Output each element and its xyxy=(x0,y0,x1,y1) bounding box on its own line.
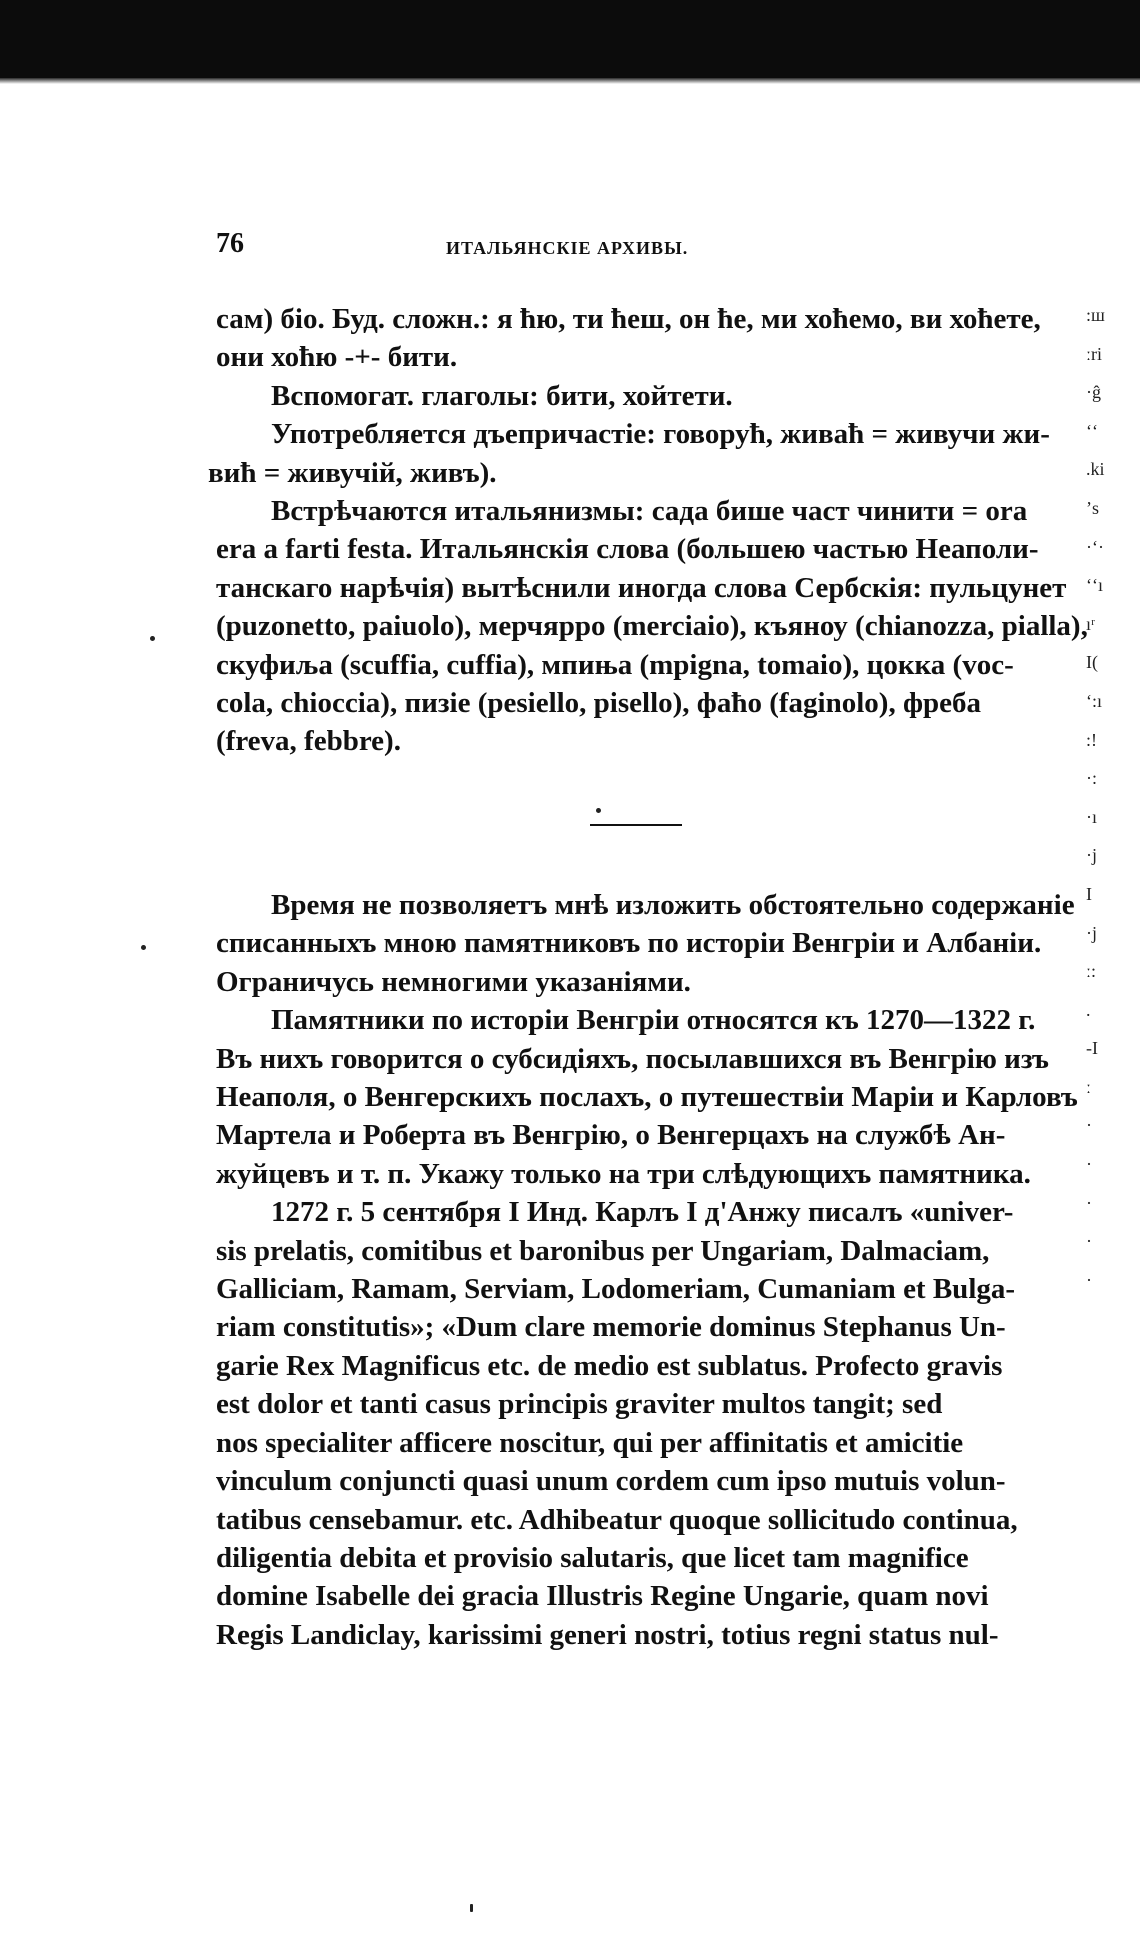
scan-black-bar xyxy=(0,0,1140,78)
bleed-mark: I xyxy=(1086,883,1092,904)
text-line: Употребляется дъепричастіе: говорућ, живаћ = живучи жи- xyxy=(271,418,1050,451)
running-title: ИТАЛЬЯНСКІЕ АРХИВЫ. xyxy=(446,238,689,258)
bleed-mark: :ш xyxy=(1086,305,1105,325)
bleed-mark: . xyxy=(1086,999,1091,1020)
text-line: сам) біо. Буд. сложн.: я ћю, ти ћеш, он ће, ми хоћемо, ви хоћете, xyxy=(216,303,1041,335)
text-line: Памятники по исторіи Венгріи относятся къ 1270—1322 г. xyxy=(271,1004,1036,1037)
section-dialect-grammar xyxy=(208,300,1088,761)
text-line: (freva, febbre). xyxy=(216,725,401,758)
text-line: виħ = живучій, живъ). xyxy=(208,456,497,489)
text-line: garie Rex Magnificus etc. de medio est sublatus. Profecto gravis xyxy=(216,1349,1003,1382)
bleed-mark: · xyxy=(1086,1231,1092,1252)
bleed-mark: I( xyxy=(1086,652,1098,673)
bleed-mark: ʻʻ xyxy=(1086,420,1098,441)
text-line: 1272 г. 5 сентября I Инд. Карлъ I д'Анжу писалъ «univer- xyxy=(271,1196,1014,1229)
bleed-mark: ʻ:ı xyxy=(1086,690,1102,711)
text-line: (puzonetto, paiuolo), мерчярро (merciaio), къяноу (chianozza, pialla), xyxy=(216,610,1088,643)
bleed-mark: ʻʻı xyxy=(1086,575,1103,596)
bleed-mark: ·: xyxy=(1086,768,1097,789)
bleed-mark: · xyxy=(1086,1192,1092,1213)
text-line: est dolor et tanti casus principis graviter multos tangit; sed xyxy=(216,1388,943,1421)
bleed-mark: ː xyxy=(1086,1076,1092,1097)
bleed-mark: .ki xyxy=(1086,459,1105,480)
text-line: они хоћю -+- бити. xyxy=(216,341,458,374)
bleed-mark: ːri xyxy=(1086,343,1102,364)
text-line: era a farti festa. Итальянскія слова (большею частью Неаполи- xyxy=(216,533,1039,566)
text-line: cola, chioccia), пизіе (pesiello, pisello), фаħо (faginolo), фреба xyxy=(216,687,982,720)
bleed-mark: ː: xyxy=(1086,961,1097,982)
bleed-mark: · xyxy=(1086,1269,1092,1290)
text-line: Вспомогат. глаголы: бити, хойтети. xyxy=(271,379,733,412)
bleed-mark: ʼs xyxy=(1086,497,1099,518)
text-line: Galliciam, Ramam, Serviam, Lodomeriam, Cumaniam et Bulga- xyxy=(216,1273,1016,1306)
text-line: Regis Landiclay, karissimi generi nostri, totius regni status nul- xyxy=(216,1618,999,1651)
text-line: vinculum conjuncti quasi unum cordem cum ipso mutuis volun- xyxy=(216,1465,1006,1498)
bleed-mark: ·j xyxy=(1086,922,1097,943)
bleed-mark: ·ĝ xyxy=(1086,382,1101,403)
section-hungary-albania xyxy=(216,886,1078,1654)
scan-speck xyxy=(141,945,146,950)
text-line: riam constitutis»; «Dum clare memorie dominus Stephanus Un- xyxy=(216,1311,1006,1344)
text-line: жуйцевъ и т. п. Укажу только на три слѣдующихъ памятника. xyxy=(216,1157,1031,1190)
text-line: tatibus censebamur. etc. Adhibeatur quoque sollicitudo continua, xyxy=(216,1503,1018,1536)
text-line: списанныхъ мною памятниковъ по исторіи Венгріи и Албаніи. xyxy=(216,927,1042,960)
facing-page-bleed xyxy=(1086,296,1126,1299)
text-line: Въ нихъ говорится о субсидіяхъ, посылавшихся въ Венгрію изъ xyxy=(216,1042,1049,1075)
bleed-mark: ıʳ xyxy=(1086,613,1095,634)
bleed-mark: ·j xyxy=(1086,845,1097,866)
text-line: Время не позволяетъ мнѣ изложить обстоятельно содержаніе xyxy=(271,889,1075,921)
text-line: sis prelatis, comitibus et baronibus per Ungariam, Dalmaciam, xyxy=(216,1234,990,1267)
bleed-mark: ·ʻ· xyxy=(1086,536,1104,557)
page-number: 76 xyxy=(216,228,244,259)
text-line: domine Isabelle dei gracia Illustris Regine Ungarie, quam novi xyxy=(216,1580,989,1613)
text-line: Ограничусь немногими указаніями. xyxy=(216,965,691,998)
text-line: Неаполя, о Венгерскихъ послахъ, о путешествіи Маріи и Карловъ xyxy=(216,1081,1078,1114)
text-line: Мартела и Роберта въ Венгрію, о Венгерцахъ на службѣ Ан- xyxy=(216,1119,1006,1152)
text-line: танскаго нарѣчія) вытѣснили иногда слова Сербскія: пульцунет xyxy=(216,571,1067,604)
bleed-mark: -I xyxy=(1086,1038,1098,1059)
text-line: Встрѣчаются итальянизмы: сада бише част чинити = ora xyxy=(271,495,1028,528)
bleed-mark: ·ı xyxy=(1086,806,1097,827)
text-line: скуфиља (scuffia, cuffia), мпиња (mpigna, tomaio), цокка (voc- xyxy=(216,648,1014,681)
bleed-mark: · xyxy=(1086,1115,1092,1136)
bleed-mark: :! xyxy=(1086,729,1097,750)
scan-speck xyxy=(150,636,155,641)
text-line: diligentia debita et provisio salutaris, que licet tam magnifice xyxy=(216,1541,969,1574)
section-divider xyxy=(590,824,682,826)
scan-speck xyxy=(596,808,601,813)
scan-bar-edge xyxy=(0,78,1140,84)
bleed-mark: · xyxy=(1086,1154,1092,1175)
scan-speck xyxy=(470,1904,473,1912)
text-line: nos specialiter afficere noscitur, qui per affinitatis et amicitie xyxy=(216,1426,964,1459)
